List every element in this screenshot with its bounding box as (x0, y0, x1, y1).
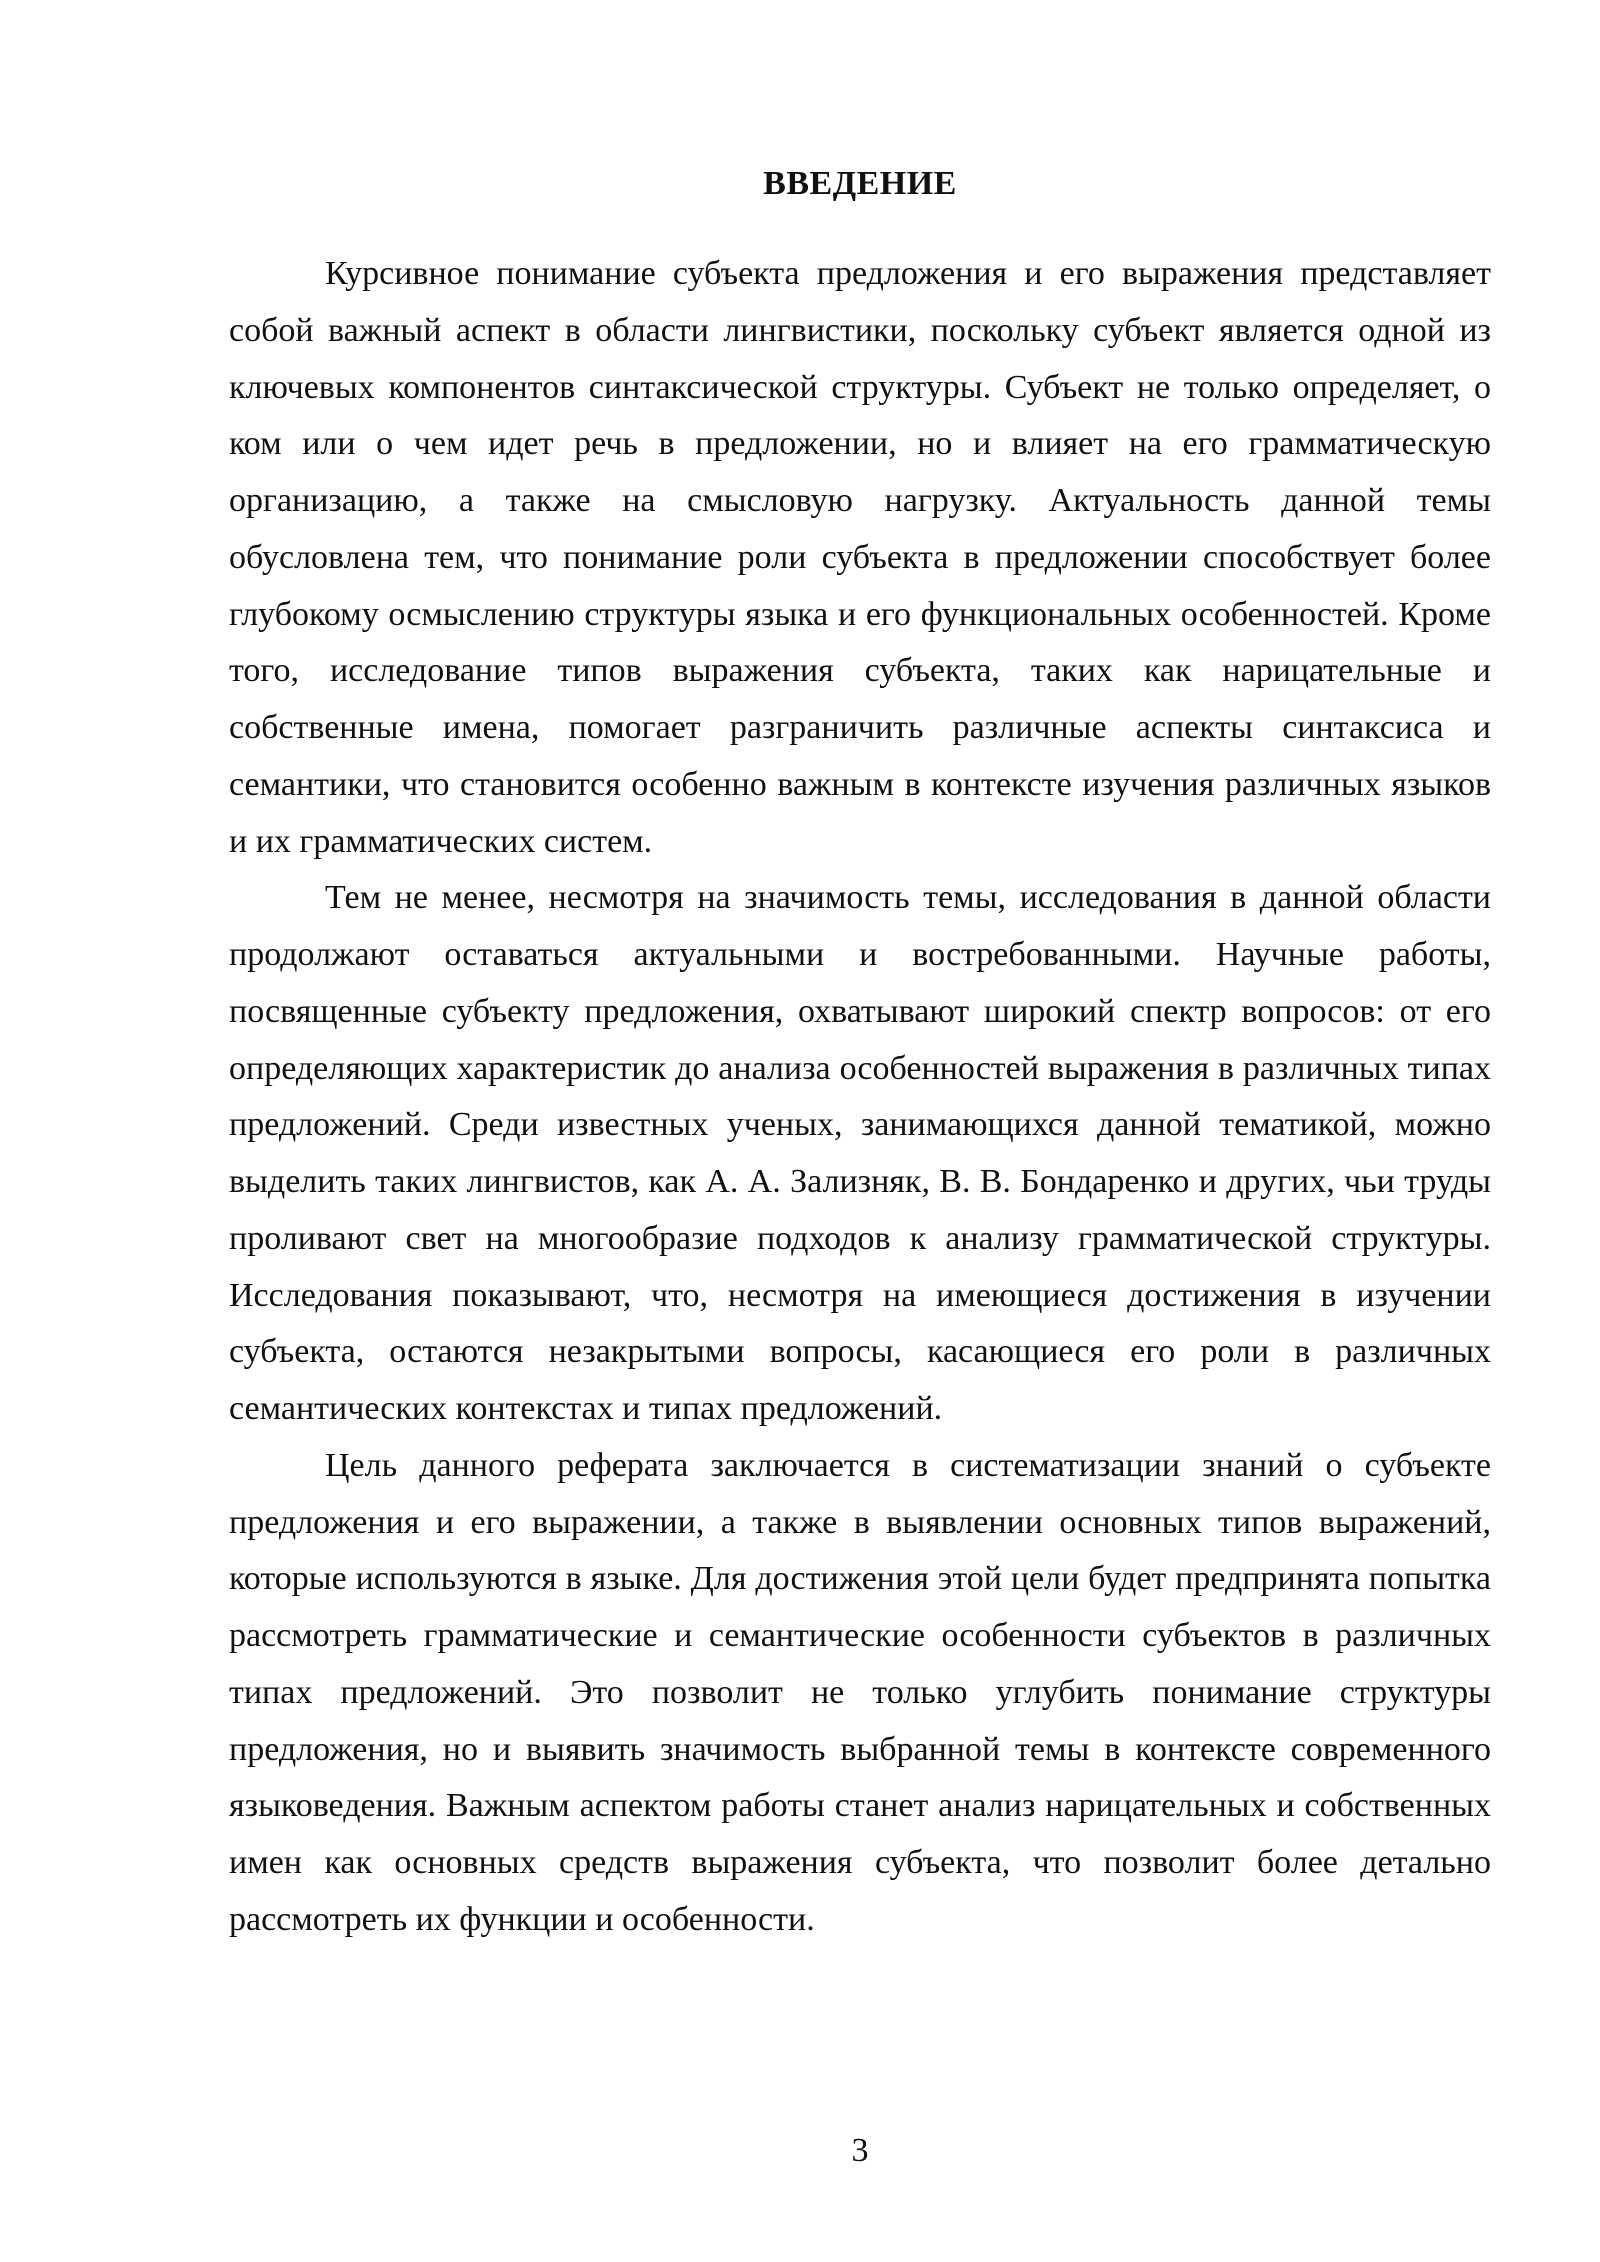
section-heading: ВВЕДЕНИЕ (763, 165, 957, 202)
paragraph-research-state: Тем не менее, несмотря на значимость темы, исследования в данной области продолжают оставаться актуальными и востребованными. Научные работы, посвященные субъекту предложения, охватывают широкий спектр вопросов: от его определяющих характеристик до анализа особенностей выражения в различных типах предложений. Среди известных ученых, занимающихся данной тематикой, можно выделить таких лингвистов, как А. А. Зализняк, В. В. Бондаренко и других, чьи труды проливают свет на многообразие подходов к анализу грамматической структуры. Исследования показывают, что, несмотря на имеющиеся достижения в изучении субъекта, остаются незакрытыми вопросы, касающиеся его роли в различных семантических контекстах и типах предложений. (229, 879, 1491, 1427)
paragraph-relevance: Курсивное понимание субъекта предложения и его выражения представляет собой важный аспект в области лингвистики, поскольку субъект является одной из ключевых компонентов синтаксической структуры. Субъект не только определяет, о ком или о чем идет речь в предложении, но и влияет на его грамматическую организацию, а также на смысловую нагрузку. Актуальность данной темы обусловлена тем, что понимание роли субъекта в предложении способствует более глубокому осмыслению структуры языка и его функциональных особенностей. Кроме того, исследование типов выражения субъекта, таких как нарицательные и собственные имена, помогает разграничить различные аспекты синтаксиса и семантики, что становится особенно важным в контексте изучения различных языков и их грамматических систем. (229, 255, 1491, 860)
body-text (229, 246, 1491, 1949)
page-number: 3 (851, 2132, 869, 2169)
paragraph-goal: Цель данного реферата заключается в систематизации знаний о субъекте предложения и его выражении, а также в выявлении основных типов выражений, которые используются в языке. Для достижения этой цели будет предпринята попытка рассмотреть грамматические и семантические особенности субъектов в различных типах предложений. Это позволит не только углубить понимание структуры предложения, но и выявить значимость выбранной темы в контексте современного языковедения. Важным аспектом работы станет анализ нарицательных и собственных имен как основных средств выражения субъекта, что позволит более детально рассмотреть их функции и особенности. (229, 1446, 1491, 1938)
